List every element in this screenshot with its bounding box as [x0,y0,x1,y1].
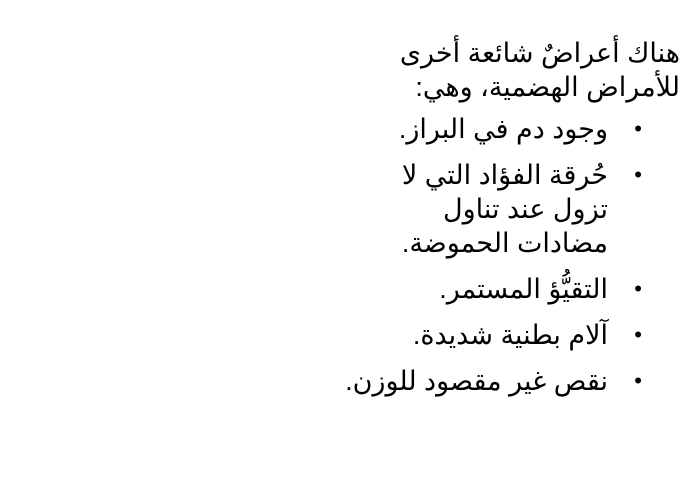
list-item [220,272,680,306]
list-item-text: نقص غير مقصود للوزن. [345,366,608,396]
symptoms-list [220,112,680,398]
list-item-text: حُرقة الفؤاد التي لا تزول عند تناول مضادات الحموضة. [401,160,608,258]
bullet-icon: • [634,162,642,187]
bullet-icon: • [634,276,642,301]
intro-line-1: هناك أعراضٌ شائعة أخرى [399,38,680,68]
list-item [220,112,680,146]
bullet-icon: • [634,322,642,347]
intro-paragraph [220,36,680,104]
list-item [220,364,680,398]
intro-line-2: للأمراض الهضمية، وهي: [415,72,680,102]
symptoms-document [220,36,680,410]
list-item-text: التقيُّؤ المستمر. [439,274,608,304]
list-item-text: وجود دم في البراز. [398,114,608,144]
list-item [220,318,680,352]
bullet-icon: • [634,116,642,141]
list-item-text: آلام بطنية شديدة. [412,320,608,350]
bullet-icon: • [634,368,642,393]
list-item [220,158,680,260]
